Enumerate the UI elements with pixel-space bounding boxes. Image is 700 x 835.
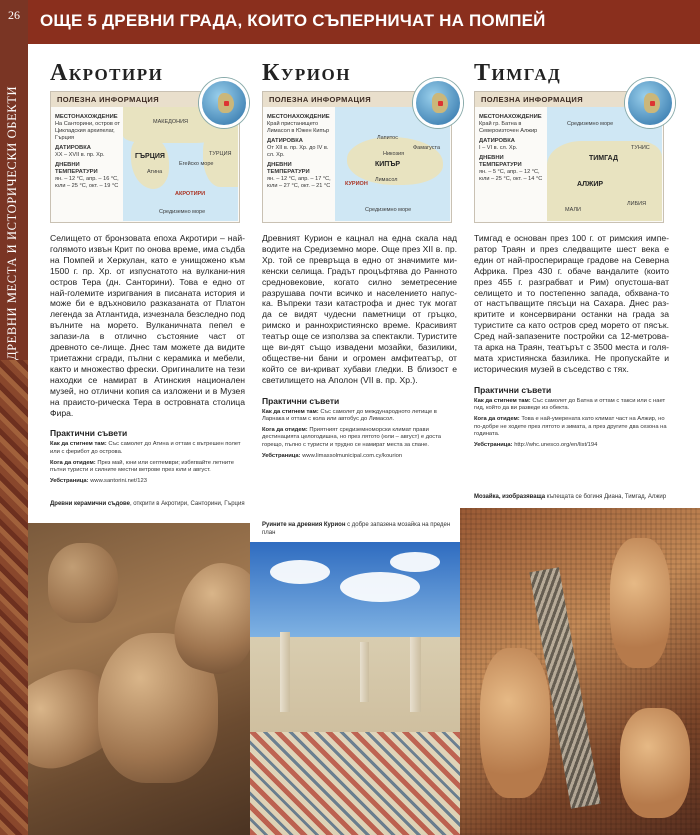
info-box-facts xyxy=(55,111,121,190)
site-description: Селището от бронзовата епоха Акротири – най-голямото извън Крит по онова време, има съдба на Помпей и Херкулан, като е унищожено към 1500 г. пр. Хр. от изпуснатото на вулкани-ния остров Тера (дн. Санторини). Това е едно от най-големите изригвания в писаната история и може би е вдъхновило разказаната от Платон легенда за Атлантида, изчезнала безследно под вълните на морето. Вулканичната пепел е запази-ла в отлично състояние част от древното се-лище. Днес там можете да видите триетажни сгради, пълни с керамика и мебели, както и множество фрески. Оригиналите на тези находки се намират в Атинския национален музей, но отлични копия са изложени и в Музея на праисто-рическа Тера в островната столица Фира. xyxy=(50,233,245,418)
website-link[interactable]: www.limassolmunicipal.com.cy/kourion xyxy=(302,452,403,459)
website-link[interactable]: http://whc.unesco.org/en/list/194 xyxy=(514,441,598,448)
tip-website: Уебстраница: www.limassolmunicipal.com.cy/kourion xyxy=(262,452,403,459)
region-map: Лапитос Никозия КИПЪР Фамагуста Лимасол КУРИОН Средиземно море xyxy=(335,107,450,221)
info-box xyxy=(474,91,664,223)
location-label: МЕСТОНАХОЖДЕНИЕ xyxy=(267,114,330,120)
dating-value: I – VI в. сл. Хр. xyxy=(479,145,518,151)
info-box xyxy=(50,91,240,223)
location-label: МЕСТОНАХОЖДЕНИЕ xyxy=(55,114,118,120)
site-description: Древният Курион е кацнал на една скала над водите на Средиземно море. Още през XII в. пр. Хр. той се превръща в едно от значимите ми-кенски селища. Градът процъфтява до Ранното средновековие, когато силно земетресение разрушава почти всичко и населението напус-ка. Въпреки тази катастрофа и днес тук могат да се видят чудесни паметници от гръцко, римско и раннохристиянско време. Красивият театър още се използва за спектакли. Туристите ще ви-дят също извадени мозайки, базилики, обществе-ни бани и огромен амфитеатър, от който се ви-криват хубави гледки. В близост е светилището на Аполон (VII в. пр. Хр.). xyxy=(262,233,457,385)
location-label: МЕСТОНАХОЖДЕНИЕ xyxy=(479,114,542,120)
photo-amphorae xyxy=(28,523,250,835)
page-header xyxy=(28,0,700,44)
website-link[interactable]: www.santorini.net/123 xyxy=(90,477,147,484)
tip-how: Как да стигнем там: Със самолет до Атина и оттам с вътрешен полет или с ферибот до острова. xyxy=(50,441,241,455)
tip-website: Уебстраница: http://whc.unesco.org/en/list/194 xyxy=(474,441,598,448)
tip-how: Как да стигнем там: Със самолет до Батна и оттам с такси или с нает гид, който да ви разведе из обекта. xyxy=(474,397,666,412)
practical-tips-title: Практични съвети xyxy=(474,384,552,395)
site-column-kourion xyxy=(262,60,457,463)
tip-when: Кога да отидем: Това е най-умерената като климат част на Алжир, но по-добре не ходете през лятото и зимата, а през другите два сезона на годината. xyxy=(474,415,667,438)
info-box-header: ПОЛЕЗНА ИНФОРМАЦИЯ xyxy=(475,92,663,107)
photo-caption-timgad: Мозайка, изобразяваща къпещата се богиня Диана, Тимгад, Алжир xyxy=(474,494,667,500)
info-box-facts xyxy=(267,111,333,190)
tip-website: Уебстраница: www.santorini.net/123 xyxy=(50,477,147,484)
site-title: Акротири xyxy=(50,60,164,86)
site-title: Курион xyxy=(262,60,351,86)
temps-value: ян. – 5 °С, апр. – 12 °С, юли – 25 °С, окт. – 14 °С xyxy=(479,169,543,182)
dating-value: От XII в. пр. Хр. до IV в. сл. Хр. xyxy=(267,145,329,158)
page-number: 26 xyxy=(8,8,20,22)
temps-value: ян. – 12 °С, апр. – 17 °С, юли – 27 °С, окт. – 21 °С xyxy=(267,176,331,189)
temps-label: ДНЕВНИ ТЕМПЕРАТУРИ xyxy=(55,162,98,175)
globe-icon xyxy=(413,78,463,128)
dating-label: ДАТИРОВКА xyxy=(267,138,303,144)
info-box-facts xyxy=(479,111,545,183)
location-value: Край гр. Батна в Североизточен Алжир xyxy=(479,121,538,134)
temps-value: ян. – 12 °С, апр. – 16 °С, юли – 25 °С, окт. – 19 °С xyxy=(55,176,119,189)
info-box xyxy=(262,91,452,223)
region-map: Средиземно море ТУНИС ТИМГАД АЛЖИР МАЛИ ЛИБИЯ xyxy=(547,107,662,221)
tip-how: Как да стигнем там: Със самолет до международното летище в Ларнака и оттам с кола или автобус до Лимасол. xyxy=(262,408,437,423)
practical-tips-title: Практични съвети xyxy=(262,395,340,406)
photo-timgad-mosaic xyxy=(460,508,700,835)
location-value: Край пристанището Лимасол в Южен Кипър xyxy=(267,121,330,134)
temps-label: ДНЕВНИ ТЕМПЕРАТУРИ xyxy=(479,155,522,168)
photo-caption-kourion: Руините на древния Курион с добре запазена мозайка на преден план xyxy=(262,522,451,536)
tip-when: Кога да отидем: Приятният средиземноморски климат прави дестинацията целогодишна, но през лятото (юли – август) е доста горещо, пълно с туристи и трудно се намират места за спане. xyxy=(262,426,442,449)
info-box-header: ПОЛЕЗНА ИНФОРМАЦИЯ xyxy=(51,92,239,107)
photo-kourion-ruins xyxy=(250,542,460,835)
globe-icon xyxy=(625,78,675,128)
section-title-vertical: ДРЕВНИ МЕСТА И ИСТОРИЧЕСКИ ОБЕКТИ xyxy=(5,85,19,360)
site-column-timgad xyxy=(474,60,669,452)
side-ornament xyxy=(0,360,28,835)
region-map: МАКЕДОНИЯ ТУРЦИЯ ГЪРЦИЯ Атина Егейско море АКРОТИРИ Средиземно море xyxy=(123,107,238,221)
page-title: ОЩЕ 5 ДРЕВНИ ГРАДА, КОИТО СЪПЕРНИЧАТ НА ПОМПЕЙ xyxy=(40,11,546,30)
practical-tips-title: Практични съвети xyxy=(50,428,128,439)
side-band xyxy=(0,0,28,835)
site-description: Тимгад е основан през 100 г. от римския импе-ратор Траян и през следващите шест века е един от най-просперираще градове на Северна Африка. През 430 г. обаче вандалите (които през 455 г. разграбват и Рим) опустоша-ват селището и то постепенно запада, обхвана-то от настъпващите пясъци на Сахара. Днес раз-критите и консервирани останки на града за туристите са като остров сред морето от пясък. Сред най-запазените постройки са 12-метрова-та арка на Траян, театърът с 3500 места и голя-мата християнска базилика. Не пропускайте и историческия музей в съседство с тях. xyxy=(474,233,669,374)
dating-label: ДАТИРОВКА xyxy=(479,138,515,144)
globe-icon xyxy=(199,78,249,128)
tip-when: Кога да отидем: През май, юни или септември; избягвайте летните пътни туристи и силните местни ветрове през юли и август. xyxy=(50,459,234,474)
info-box-header: ПОЛЕЗНА ИНФОРМАЦИЯ xyxy=(263,92,451,107)
dating-value: XX – XVII в. пр. Хр. xyxy=(55,152,105,158)
temps-label: ДНЕВНИ ТЕМПЕРАТУРИ xyxy=(267,162,310,175)
location-value: На Санторини, остров от Цикладския архипелаг, Гърция xyxy=(55,121,120,141)
photo-caption-akrotiri: Древни керамични съдове, открити в Акротири, Санторини, Гърция xyxy=(50,501,245,507)
site-column-akrotiri xyxy=(50,60,245,488)
site-title: Тимгад xyxy=(474,60,562,86)
dating-label: ДАТИРОВКА xyxy=(55,145,91,151)
